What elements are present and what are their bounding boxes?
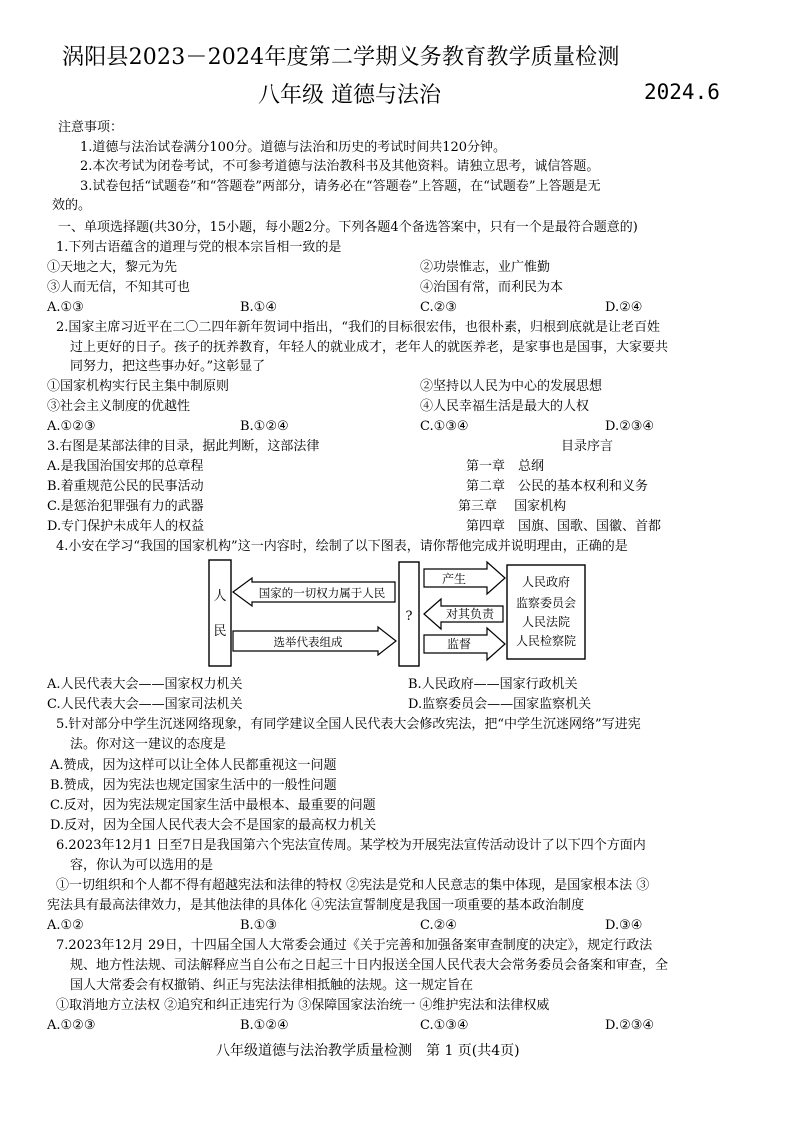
q2-option-c: C.①③④ [420,419,469,434]
q3-toc-chapter-2: 第二章 公民的基本权利和义务 [466,479,649,494]
q6-option-a: A.①② [47,918,84,933]
q3-stem: 3.右图是某部法律的目录，据此判断，这部法律 [47,439,320,454]
q5-stem-line-2: 法。你对这一建议的态度是 [70,737,227,752]
q3-toc-chapter-1: 第一章 总纲 [466,459,545,474]
q7-option-a: A.①②③ [47,1018,96,1033]
section-heading: 一、单项选择题(共30分，15小题，每小题2分。下列各题4个备选答案中，只有一个是最符合题意的) [58,220,638,235]
q3-option-d: D.专门保护未成年人的权益 [47,519,205,534]
q7-stem-line-2: 规、地方性法规、司法解释应当自公布之日起三十日内报送全国人民代表大会常务委员会备案和审查，全 [70,958,669,973]
q6-stem-line-1: 6.2023年12月1 日至7日是我国第六个宪法宣传周。某学校为开展宪法宣传活动设计了以下四个方面内 [56,838,646,853]
q7-stem-line-1: 7.2023年12月 29日，十四届全国人大常委会通过《关于完善和加强备案审查制度的决定》，规定行政法 [56,938,653,953]
arrow-produce-label: 产生 [441,572,467,586]
q5-option-c: C.反对，因为宪法规定国家生活中最根本、最重要的问题 [50,798,376,813]
organ-supervisory-commission: 监察委员会 [515,596,577,610]
q2-stem-line-2: 过上更好的日子。孩子的抚养教育，年轻人的就业成才，老年人的就医养老，是家事也是国事，大家要共 [70,340,669,355]
page-footer: 八年级道德与法治教学质量检测 第 1 页(共4页) [216,1043,520,1059]
state-organs-diagram [200,556,600,672]
note-3-cont: 效的。 [52,198,92,213]
note-1: 1.道德与法治试卷满分100分。道德与法治和历史的考试时间共120分钟。 [80,140,507,155]
q4-option-b: B.人民政府——国家行政机关 [408,677,578,692]
q2-statement-2: ②坚持以人民为中心的发展思想 [420,379,603,394]
q2-stem-line-1: 2.国家主席习近平在二〇二四年新年贺词中指出，“我们的目标很宏伟，也很朴素，归根到底就是让老百姓 [56,320,661,335]
notes-heading: 注意事项： [58,120,124,135]
q7-option-c: C.①③④ [420,1018,469,1033]
question-mark: ? [405,609,413,624]
q2-option-d: D.②③④ [605,419,655,434]
q6-stem-line-2: 容，你认为可以选用的是 [70,858,214,873]
q1-stem: 1.下列古语蕴含的道理与党的根本宗旨相一致的是 [56,240,342,255]
arrow-power-belongs-label: 国家的一切权力属于人民 [258,586,386,600]
note-3: 3.试卷包括“试题卷”和“答题卷”两部分，请务必在“答题卷”上答题，在“试题卷”上答题是无 [80,179,601,194]
q4-stem: 4.小安在学习“我国的国家机构”这一内容时，绘制了以下图表，请你帮他完成并说明理由，正确的是 [56,539,628,554]
q1-statement-2: ②功崇惟志，业广惟勤 [420,260,551,275]
q3-toc-chapter-3: 第三章 国家机构 [458,499,567,514]
q7-statements: ①取消地方立法权 ②追究和纠正违宪行为 ③保障国家法治统一 ④维护宪法和法律权威 [56,998,550,1013]
q1-option-c: C.②③ [420,300,457,315]
q3-option-b: B.着重规范公民的民事活动 [47,479,204,494]
arrow-elect-label: 选举代表组成 [273,635,343,649]
organ-government: 人民政府 [521,575,571,589]
arrow-responsible-label: 对其负责 [445,607,495,621]
q2-stem-line-3: 同努力，把这些事办好。”这彰显了 [70,359,266,374]
q5-stem-line-1: 5.针对部分中学生沉迷网络现象，有同学建议全国人民代表大会修改宪法，把“中学生沉迷网络”写进宪 [56,717,641,732]
q3-option-a: A.是我国治国安邦的总章程 [47,459,204,474]
q3-toc-heading: 目录序言 [561,439,614,454]
q7-option-b: B.①②④ [240,1018,289,1033]
people-label-2: 民 [213,624,227,639]
q2-statement-3: ③社会主义制度的优越性 [47,399,191,414]
q5-option-b: B.赞成，因为宪法也规定国家生活中的一般性问题 [50,778,337,793]
q6-option-c: C.②④ [420,918,457,933]
q5-option-d: D.反对，因为全国人民代表大会不是国家的最高权力机关 [50,818,377,833]
organ-procuratorate: 人民检察院 [515,634,577,648]
q2-option-b: B.①②④ [240,419,289,434]
exam-date: 2024.6 [644,80,720,104]
q2-option-a: A.①②③ [47,419,96,434]
q3-toc-chapter-4: 第四章 国旗、国歌、国徽、首都 [466,519,662,534]
q7-stem-line-3: 国人大常委会有权撤销、纠正与宪法法律相抵触的法规。这一规定旨在 [70,978,474,993]
people-box [209,560,231,666]
q6-option-d: D.③④ [605,918,643,933]
people-label-1: 人 [213,589,227,604]
q1-statement-4: ④治国有常，而利民为本 [420,280,564,295]
q1-statement-3: ③人而无信，不知其可也 [47,280,191,295]
q3-option-c: C.是惩治犯罪强有力的武器 [47,499,204,514]
exam-title: 涡阳县2023－2024年度第二学期义务教育教学质量检测 [62,45,620,70]
q6-statements-line-1: ①一切组织和个人都不得有超越宪法和法律的特权 ②宪法是党和人民意志的集中体现，是国家根本法 ③ [56,878,650,893]
q1-option-a: A.①③ [47,300,84,315]
q4-option-c: C.人民代表大会——国家司法机关 [47,697,243,712]
organ-court: 人民法院 [521,615,571,629]
q1-option-d: D.②④ [605,300,643,315]
arrow-supervise-label: 监督 [446,637,472,651]
q4-option-d: D.监察委员会——国家监察机关 [408,697,592,712]
q2-statement-4: ④人民幸福生活是最大的人权 [420,399,590,414]
q1-option-b: B.①④ [240,300,277,315]
note-2: 2.本次考试为闭卷考试，不可参考道德与法治教科书及其他资料。请独立思考，诚信答题。 [80,159,600,174]
q6-statements-line-2: 宪法具有最高法律效力，是其他法律的具体化 ④宪法宣誓制度是我国一项重要的基本政治制度 [47,898,585,913]
q6-option-b: B.①③ [240,918,277,933]
q7-option-d: D.②③④ [605,1018,655,1033]
q5-option-a: A.赞成，因为这样可以让全体人民都重视这一问题 [50,758,337,773]
exam-subtitle: 八年级 道德与法治 [258,83,441,108]
q4-option-a: A.人民代表大会——国家权力机关 [47,677,243,692]
q1-statement-1: ①天地之大，黎元为先 [47,260,178,275]
q2-statement-1: ①国家机构实行民主集中制原则 [47,379,230,394]
